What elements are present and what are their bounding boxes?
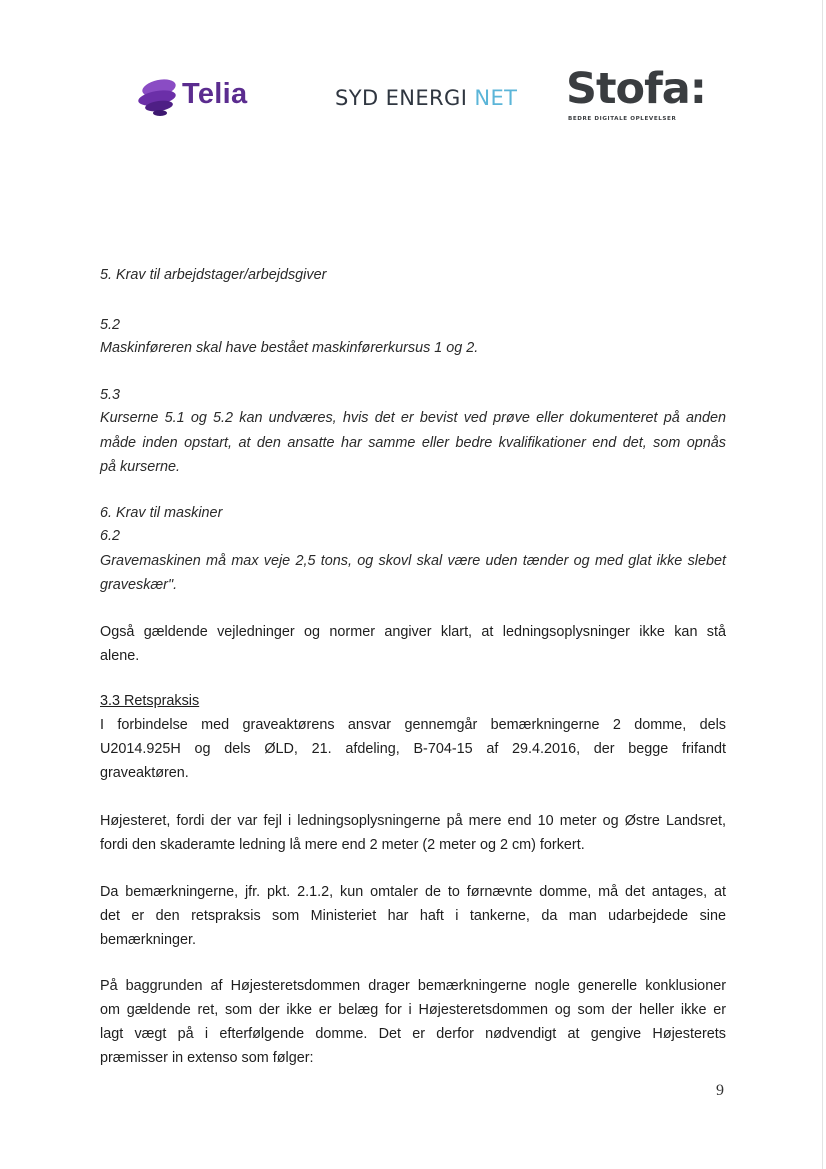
syd-net-wordmark: NET (474, 86, 518, 110)
stofa-tagline: BEDRE DIGITALE OPLEVELSER (568, 116, 677, 122)
paragraph-guidelines-line-1: Også gældende vejledninger og normer angiver klart, at ledningsoplysninger ikke kan stå (100, 624, 726, 640)
scan-edge (822, 0, 823, 1169)
section-3-3-heading: 3.3 Retspraksis (100, 693, 200, 709)
subsection-6-2-line-2: graveskær". (100, 577, 178, 593)
subsection-5-3-line-3: på kurserne. (100, 459, 180, 475)
paragraph-retspraksis-line-3: graveaktøren. (100, 765, 189, 781)
paragraph-hojesteret-line-1: Højesteret, fordi der var fejl i ledningsoplysningerne på mere end 10 meter og Østre Landsret, (100, 813, 726, 829)
telia-logo (138, 76, 263, 118)
subsection-5-3-number: 5.3 (100, 387, 121, 403)
subsection-6-2-number: 6.2 (100, 528, 121, 544)
subsection-5-2-number: 5.2 (100, 317, 121, 333)
subsection-5-2-text: Maskinføreren skal have bestået maskinførerkursus 1 og 2. (100, 340, 479, 356)
paragraph-baggrund-line-1: På baggrunden af Højesteretsdommen drager bemærkningerne nogle generelle konklusioner (100, 978, 726, 994)
paragraph-guidelines-line-2: alene. (100, 648, 140, 664)
page-number: 9 (716, 1082, 724, 1099)
paragraph-baggrund-line-4: præmisser in extenso som følger: (100, 1050, 314, 1066)
telia-wordmark: Telia (182, 78, 248, 110)
stofa-wordmark: Stofa: (566, 64, 706, 114)
syd-energi-net-logo (335, 86, 517, 110)
section-5-heading: 5. Krav til arbejdstager/arbejdsgiver (100, 267, 327, 283)
telia-pebble-icon (138, 76, 180, 118)
subsection-5-3-line-2: måde inden opstart, at den ansatte har samme eller bedre kvalifikationer end det, som opnås (100, 435, 726, 451)
paragraph-baggrund-line-3: lagt vægt på i efterfølgende domme. Det er derfor nødvendigt at gengive Højesterets (100, 1026, 726, 1042)
section-6-heading: 6. Krav til maskiner (100, 505, 223, 521)
paragraph-bemaerkninger-line-3: bemærkninger. (100, 932, 196, 948)
paragraph-bemaerkninger-line-1: Da bemærkningerne, jfr. pkt. 2.1.2, kun omtaler de to førnævnte domme, må det antages, at (100, 884, 726, 900)
paragraph-retspraksis-line-1: I forbindelse med graveaktørens ansvar gennemgår bemærkningerne 2 domme, dels (100, 717, 726, 733)
paragraph-retspraksis-line-2: U2014.925H og dels ØLD, 21. afdeling, B-704-15 af 29.4.2016, der begge frifandt (100, 741, 726, 757)
paragraph-bemaerkninger-line-2: det er den retspraksis som Ministeriet har haft i tankerne, da man udarbejdede sine (100, 908, 726, 924)
subsection-5-3-line-1: Kurserne 5.1 og 5.2 kan undværes, hvis det er bevist ved prøve eller dokumenteret på anden (100, 410, 726, 426)
paragraph-baggrund-line-2: om gældende ret, som der ikke er belæg for i Højesteretsdommen og som der heller ikke er (100, 1002, 726, 1018)
stofa-logo (566, 64, 706, 124)
syd-energi-wordmark: SYD ENERGI (335, 86, 468, 110)
paragraph-hojesteret-line-2: fordi den skaderamte ledning lå mere end 2 meter (2 meter og 2 cm) forkert. (100, 837, 585, 853)
subsection-6-2-line-1: Gravemaskinen må max veje 2,5 tons, og skovl skal være uden tænder og med glat ikke slebet (100, 553, 726, 569)
